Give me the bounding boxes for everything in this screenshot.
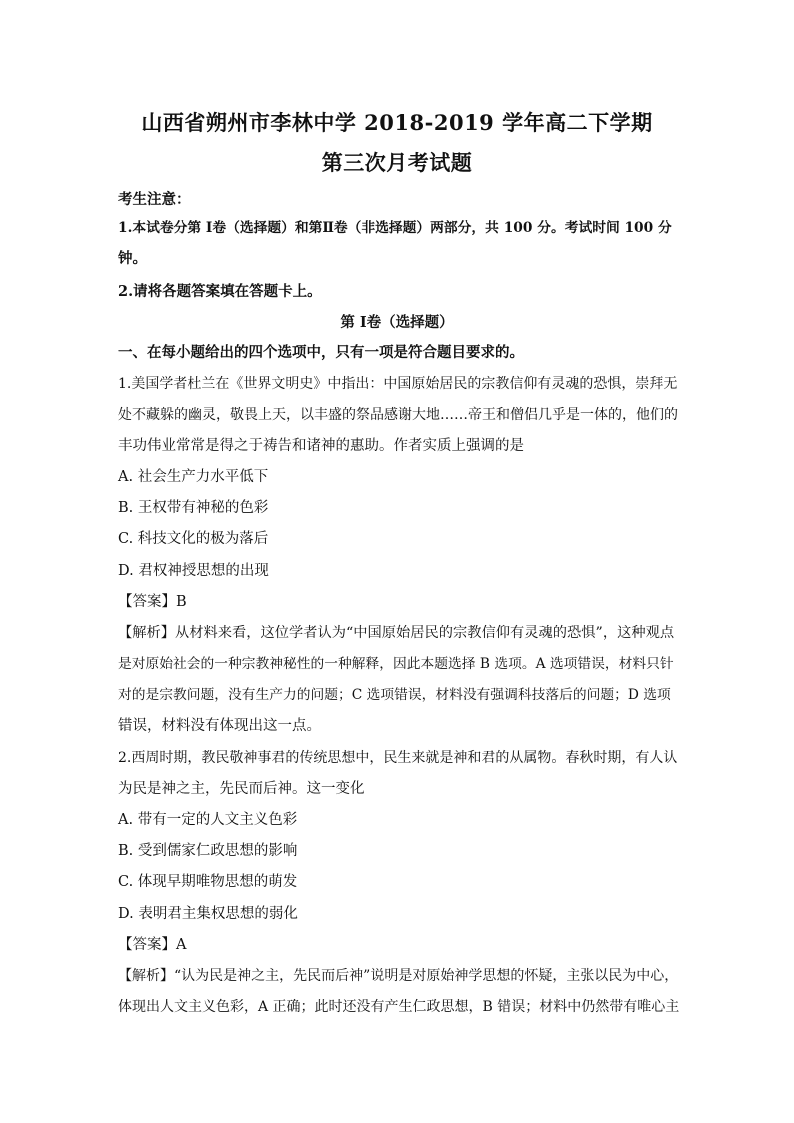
q1-analysis-line: 是对原始社会的一种宗教神秘性的一种解释，因此本题选择 B 选项。A 选项错误，材料只针 [118,656,674,672]
q1-analysis-line: 【解析】从材料来看，这位学者认为“中国原始居民的宗教信仰有灵魂的恐惧”，这种观点 [118,625,675,641]
notice-item-1: 1.本试卷分第 Ⅰ卷（选择题）和第Ⅱ卷（非选择题）两部分，共 100 分。考试时间 100 分 [118,220,672,236]
q1-answer: 【答案】B [118,594,187,610]
notice-item-1-cont: 钟。 [118,250,147,267]
q2-analysis-line: 【解析】“认为民是神之主，先民而后神”说明是对原始神学思想的怀疑，主张以民为中心， [118,968,679,984]
q2-option-c: C. 体现早期唯物思想的萌发 [118,874,298,890]
section-title: 第 Ⅰ卷（选择题） [340,314,454,331]
q1-option-b: B. 王权带有神秘的色彩 [118,500,269,516]
q2-answer: 【答案】A [118,937,187,953]
exam-subtitle: 第三次月考试题 [321,150,473,175]
q2-analysis-line: 体现出人文主义色彩，A 正确；此时还没有产生仁政思想，B 错误；材料中仍然带有唯心主 [118,999,680,1015]
q1-stem-line: 1.美国学者杜兰在《世界文明史》中指出：中国原始居民的宗教信仰有灵魂的恐惧，崇拜无 [118,376,678,392]
q1-option-d: D. 君权神授思想的出现 [118,563,269,579]
q2-stem-line: 为民是神之主，先民而后神。这一变化 [118,781,365,797]
notice-item-2: 2.请将各题答案填在答题卡上。 [118,283,322,300]
part-instruction: 一、在每小题给出的四个选项中，只有一项是符合题目要求的。 [118,344,524,361]
q2-option-a: A. 带有一定的人文主义色彩 [118,812,298,828]
q1-option-c: C. 科技文化的极为落后 [118,531,269,547]
q1-option-a: A. 社会生产力水平低下 [118,469,269,485]
q1-analysis-line: 对的是宗教问题，没有生产力的问题；C 选项错误，材料没有强调科技落后的问题；D 选项 [118,687,671,703]
q1-analysis-line: 错误，材料没有体现出这一点。 [118,718,321,734]
exam-title: 山西省朔州市李林中学 2018-2019 学年高二下学期 [141,110,653,135]
q1-stem-line: 处不藏躲的幽灵，敬畏上天，以丰盛的祭品感谢大地……帝王和僧侣几乎是一体的，他们的 [118,407,678,423]
q2-option-d: D. 表明君主集权思想的弱化 [118,906,298,922]
q2-option-b: B. 受到儒家仁政思想的影响 [118,843,298,859]
q2-stem-line: 2.西周时期，教民敬神事君的传统思想中，民生来就是神和君的从属物。春秋时期，有人认 [118,750,678,766]
q1-stem-line: 丰功伟业常常是得之于祷告和诸神的惠助。作者实质上强调的是 [118,438,524,454]
notice-heading: 考生注意： [118,191,191,208]
